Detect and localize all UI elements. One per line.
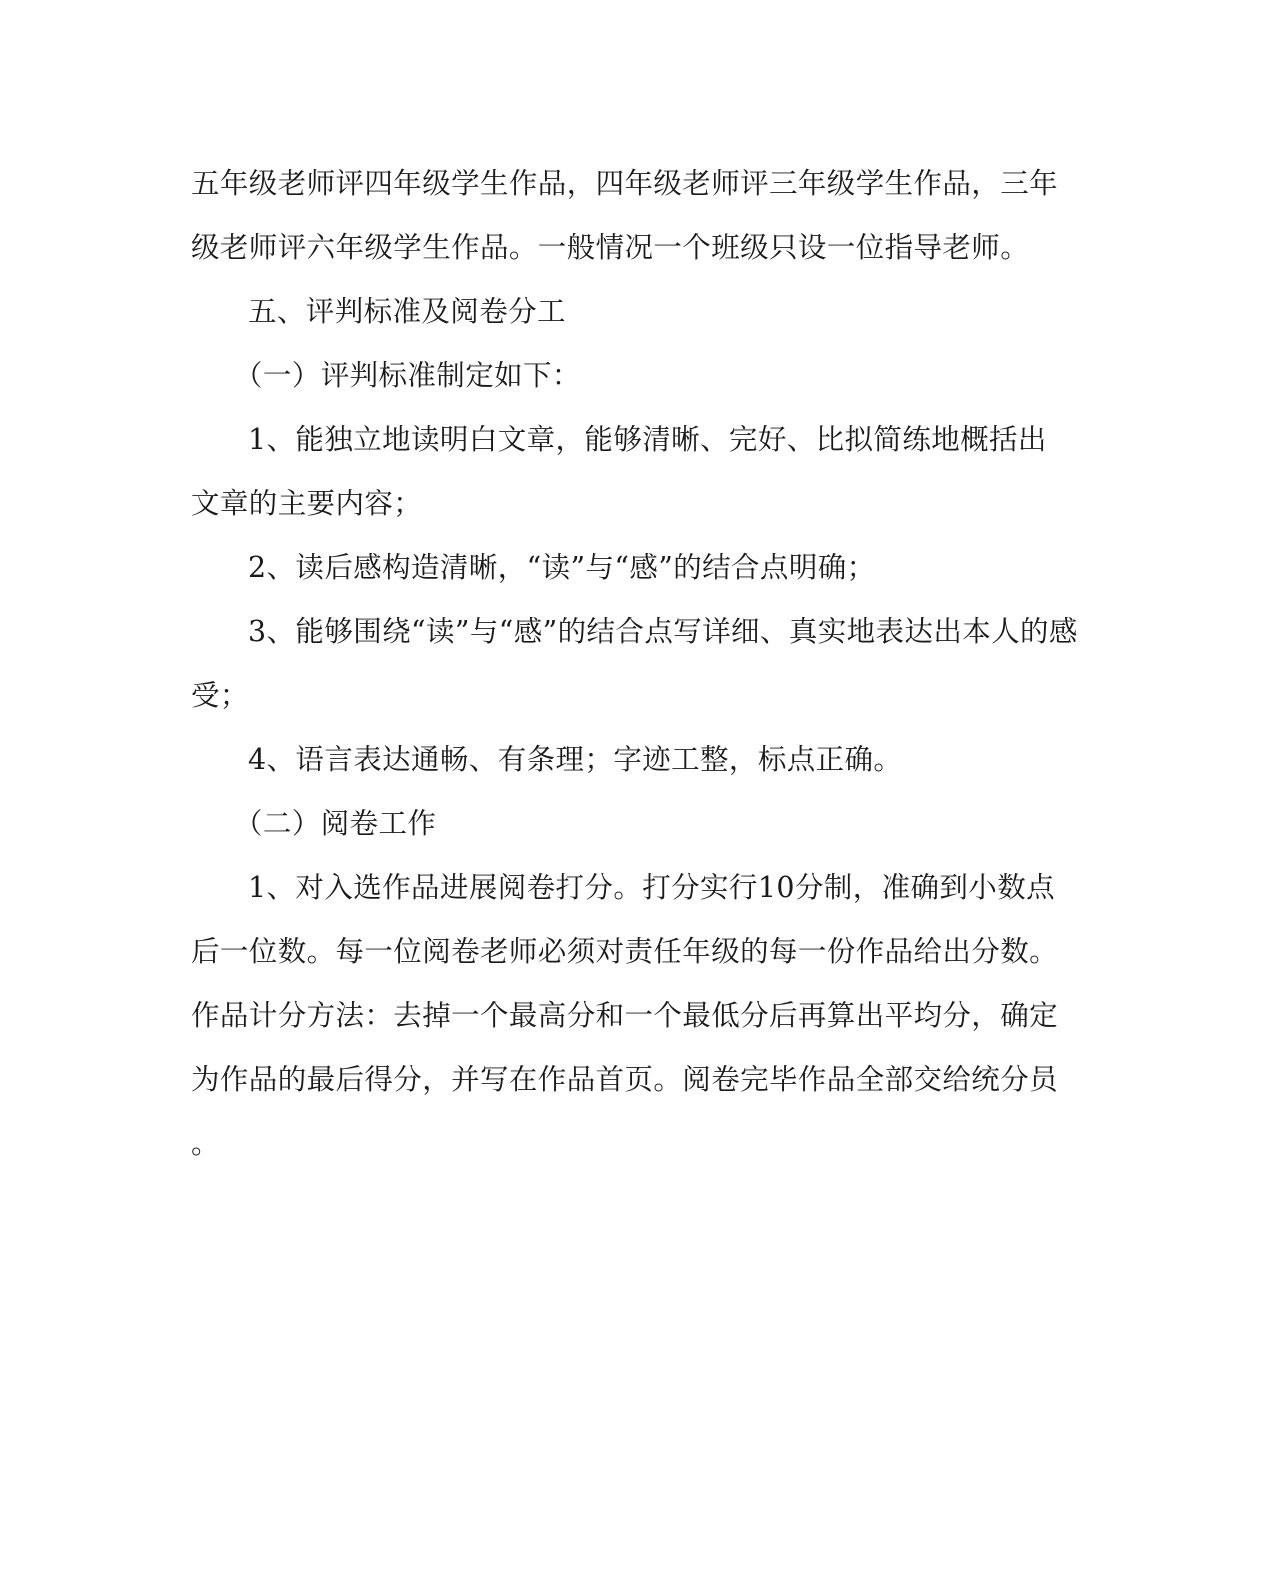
list-item: 1、能独立地读明白文章，能够清晰、完好、比拟简练地概括出 (248, 423, 1047, 456)
subsection-heading: （二）阅卷工作 (234, 807, 437, 840)
list-item-continuation: 作品计分方法：去掉一个最高分和一个最低分后再算出平均分，确定 (191, 999, 1059, 1032)
paragraph-line: 五年级老师评四年级学生作品，四年级老师评三年级学生作品，三年 (191, 167, 1059, 200)
subsection-heading: （一）评判标准制定如下： (234, 359, 581, 392)
paragraph-line: 级老师评六年级学生作品。一般情况一个班级只设一位指导老师。 (191, 231, 1030, 264)
list-item-continuation: 为作品的最后得分，并写在作品首页。阅卷完毕作品全部交给统分员 (191, 1063, 1059, 1096)
list-item-continuation: 后一位数。每一位阅卷老师必须对责任年级的每一份作品给出分数。 (191, 935, 1059, 968)
list-item-continuation: 文章的主要内容； (191, 487, 423, 520)
list-item-continuation: 受； (191, 679, 249, 712)
list-item: 2、读后感构造清晰，“读”与“感”的结合点明确； (248, 551, 876, 584)
document-body (191, 152, 1078, 1176)
list-item-continuation: 。 (191, 1127, 220, 1160)
list-item: 1、对入选作品进展阅卷打分。打分实行10分制，准确到小数点 (248, 871, 1055, 904)
list-item: 4、语言表达通畅、有条理；字迹工整，标点正确。 (248, 743, 903, 776)
list-item: 3、能够围绕“读”与“感”的结合点写详细、真实地表达出本人的感 (248, 615, 1078, 648)
section-heading: 五、评判标准及阅卷分工 (248, 295, 566, 328)
